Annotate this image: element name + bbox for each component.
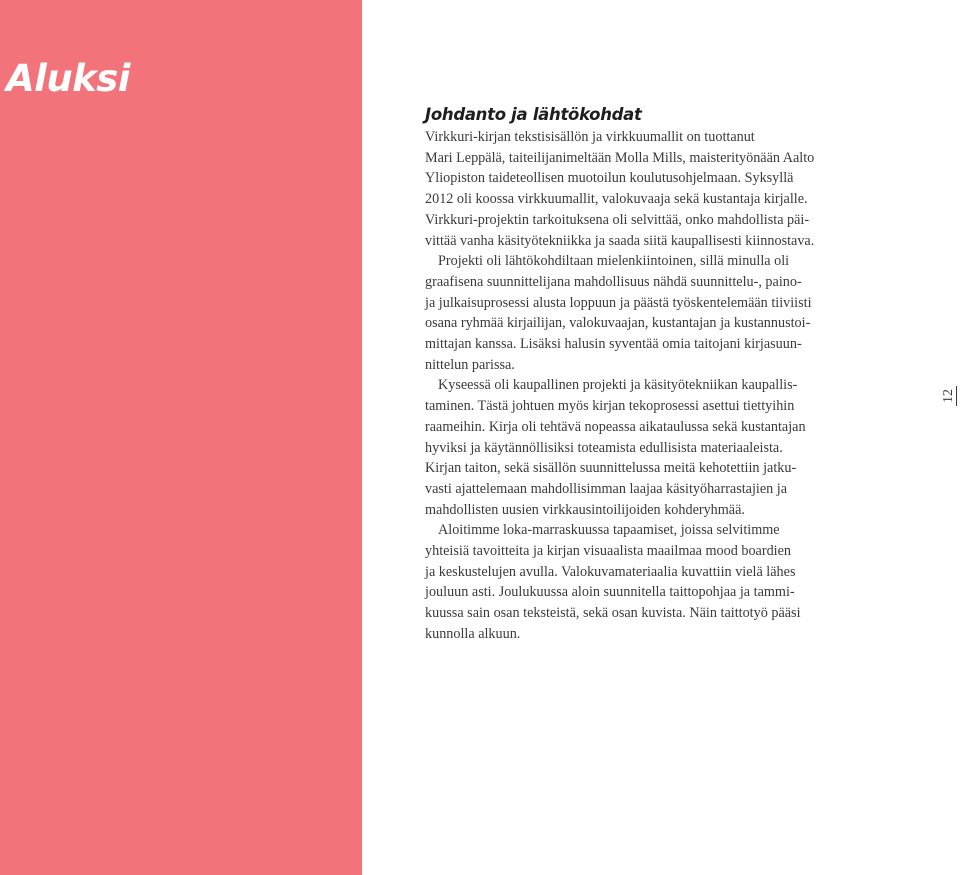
text-line: Projekti oli lähtökohdiltaan mielenkiintoinen, sillä minulla oli <box>438 253 790 270</box>
page-number-text: 12 <box>941 389 956 403</box>
text-line: kuussa sain osan teksteistä, sekä osan kuvista. Näin taittotyö pääsi <box>425 605 801 622</box>
text-line: ja keskustelujen avulla. Valokuvamateriaalia kuvattiin vielä lähes <box>425 563 796 580</box>
text-line: Virkkuri-projektin tarkoituksena oli selvittää, onko mahdollista päi- <box>425 211 810 228</box>
chapter-title: Aluksi <box>6 57 130 100</box>
page-number-rule <box>956 386 957 406</box>
text-line: Yliopiston taideteollisen muotoilun koulutusohjelmaan. Syksyllä <box>425 170 794 187</box>
text-line: Aloitimme loka-marraskuussa tapaamiset, joissa selvitimme <box>438 522 780 539</box>
text-line: Kyseessä oli kaupallinen projekti ja käsityötekniikan kaupallis- <box>438 377 798 394</box>
text-line: mahdollisten uusien virkkausintoilijoiden kohderyhmää. <box>425 501 745 518</box>
text-line: ja julkaisuprosessi alusta loppuun ja päästä työskentelemään tiiviisti <box>425 294 812 311</box>
text-line: osana ryhmää kirjailijan, valokuvaajan, kustantajan ja kustannustoi- <box>425 315 811 332</box>
text-line: graafisena suunnittelijana mahdollisuus nähdä suunnittelu-, paino- <box>425 273 802 290</box>
text-line: vittää vanha käsityötekniikka ja saada siitä kaupallisesti kiinnostava. <box>425 232 815 249</box>
text-line: kunnolla alkuun. <box>425 625 521 642</box>
text-line: raameihin. Kirja oli tehtävä nopeassa aikataulussa sekä kustantajan <box>425 418 806 435</box>
text-line: nittelun parissa. <box>425 356 515 373</box>
page-number <box>934 376 960 416</box>
text-line: vasti ajattelemaan mahdollisimman laajaa käsityöharrastajien ja <box>425 480 788 497</box>
chapter-side-panel <box>0 0 362 875</box>
text-line: Mari Leppälä, taiteilijanimeltään Molla Mills, maisterityönään Aalto <box>425 149 815 166</box>
text-line: Virkkuri-kirjan tekstisisällön ja virkkuumallit on tuottanut <box>425 129 755 145</box>
text-line: 2012 oli koossa virkkuumallit, valokuvaaja sekä kustantaja kirjalle. <box>425 191 808 208</box>
text-line: yhteisiä tavoitteita ja kirjan visuaalista maailmaa mood boardien <box>425 543 792 560</box>
text-line: taminen. Tästä johtuen myös kirjan tekoprosessi asettui tiettyihin <box>425 398 795 415</box>
article-body <box>425 103 845 645</box>
text-line: Kirjan taiton, sekä sisällön suunnittelussa meitä kehotettiin jatku- <box>425 460 797 477</box>
text-line: mittajan kanssa. Lisäksi halusin syventää omia taitojani kirjasuun- <box>425 336 802 353</box>
body-paragraphs <box>425 127 845 645</box>
section-heading: Johdanto ja lähtökohdat <box>425 105 642 124</box>
text-line: jouluun asti. Joulukuussa aloin suunnitella taittopohjaa ja tammi- <box>425 584 795 601</box>
text-line: hyviksi ja käytännöllisiksi toteamista edullisista materiaaleista. <box>425 439 783 456</box>
